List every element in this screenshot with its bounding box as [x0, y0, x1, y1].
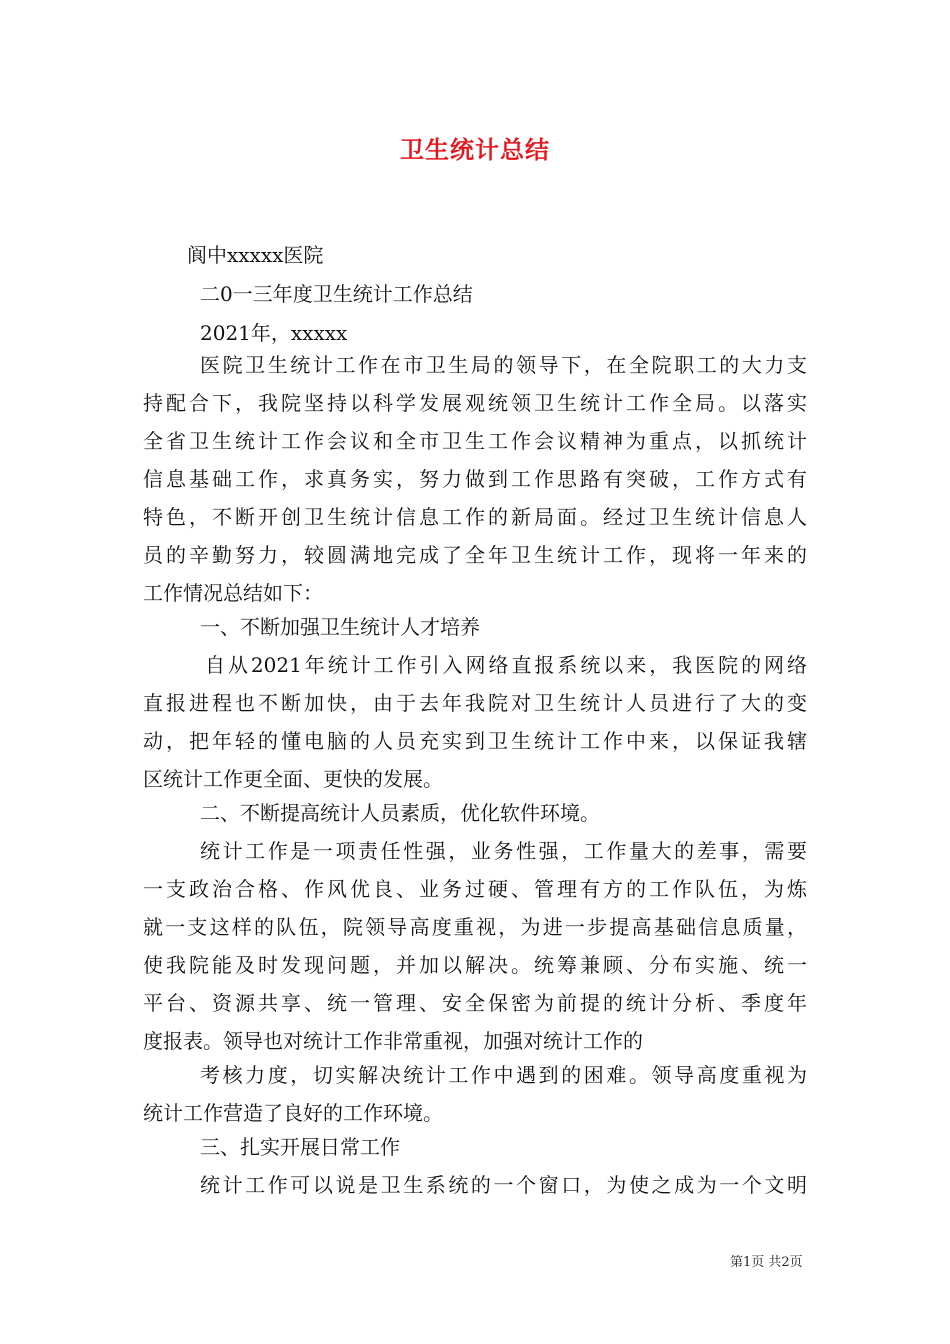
hospital-name: 阆中xxxxx医院 [187, 243, 324, 267]
report-heading: 二0一三年度卫生统计工作总结 [200, 282, 473, 306]
section-heading-1: 一、不断加强卫生统计人才培养 [200, 615, 480, 639]
paragraph-line: 一支政治合格、作风优良、业务过硬、管理有方的工作队伍，为炼 [143, 877, 807, 901]
paragraph-line: 使我院能及时发现问题，并加以解决。统筹兼顾、分布实施、统一 [143, 953, 807, 977]
page-number: 第1页 共2页 [730, 1255, 803, 1270]
paragraph-line: 持配合下，我院坚持以科学发展观统领卫生统计工作全局。以落实 [143, 391, 807, 415]
paragraph-line: 信息基础工作，求真务实，努力做到工作思路有突破，工作方式有 [143, 467, 807, 491]
paragraph-line: 工作情况总结如下： [143, 581, 323, 605]
section-heading-3: 三、扎实开展日常工作 [200, 1135, 400, 1159]
paragraph-line: 就一支这样的队伍，院领导高度重视，为进一步提高基础信息质量， [143, 915, 807, 939]
paragraph-line: 统计工作是一项责任性强，业务性强，工作量大的差事，需要 [200, 839, 807, 863]
paragraph-line: 平台、资源共享、统一管理、安全保密为前提的统计分析、季度年 [143, 991, 807, 1015]
paragraph-line: 区统计工作更全面、更快的发展。 [143, 767, 443, 791]
paragraph-line: 考核力度，切实解决统计工作中遇到的困难。领导高度重视为 [200, 1063, 807, 1087]
document-title: 卫生统计总结 [400, 136, 550, 164]
paragraph-line: 统计工作营造了良好的工作环境。 [143, 1101, 443, 1125]
date-line: 2021年，xxxxx [200, 321, 348, 345]
paragraph-line: 直报进程也不断加快，由于去年我院对卫生统计人员进行了大的变 [143, 691, 807, 715]
paragraph-line: 全省卫生统计工作会议和全市卫生工作会议精神为重点，以抓统计 [143, 429, 807, 453]
paragraph-line: 统计工作可以说是卫生系统的一个窗口，为使之成为一个文明 [200, 1173, 807, 1197]
section-heading-2: 二、不断提高统计人员素质，优化软件环境。 [200, 801, 600, 825]
paragraph-line: 医院卫生统计工作在市卫生局的领导下，在全院职工的大力支 [200, 353, 807, 377]
paragraph-line: 特色，不断开创卫生统计信息工作的新局面。经过卫生统计信息人 [143, 505, 807, 529]
paragraph-line: 度报表。领导也对统计工作非常重视，加强对统计工作的 [143, 1029, 643, 1053]
paragraph-line: 自从2021年统计工作引入网络直报系统以来，我医院的网络 [205, 653, 807, 677]
paragraph-line: 员的辛勤努力，较圆满地完成了全年卫生统计工作，现将一年来的 [143, 543, 807, 567]
paragraph-line: 动，把年轻的懂电脑的人员充实到卫生统计工作中来，以保证我辖 [143, 729, 807, 753]
